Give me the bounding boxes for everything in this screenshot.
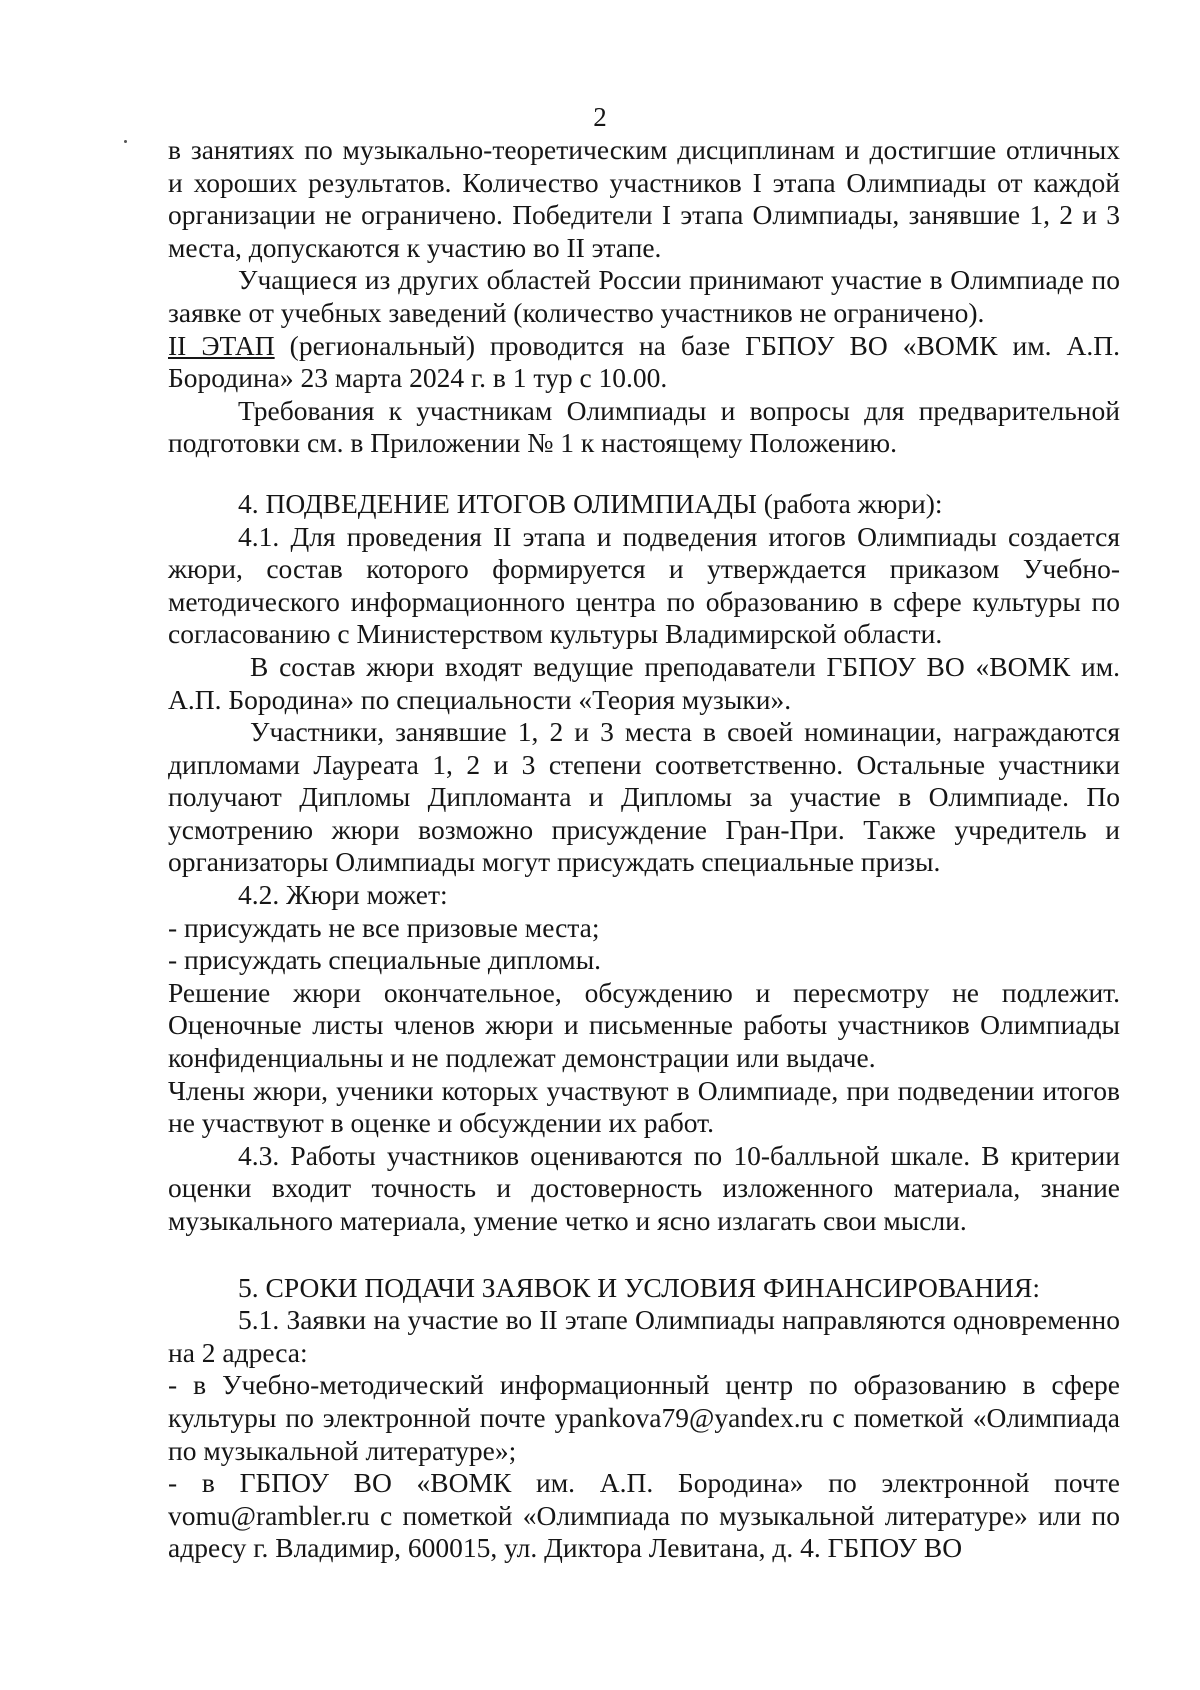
paragraph-jury-composition: В состав жюри входят ведущие преподаватели ГБПОУ ВО «ВОМК им. А.П. Бородина» по специальности «Теория музыки». [168, 650, 1120, 715]
paragraph-decision-final: Решение жюри окончательное, обсуждению и пересмотру не подлежит. Оценочные листы членов жюри и письменные работы участников Олимпиады конфиденциальны и не подлежат демонстрации или выдаче. [168, 976, 1120, 1074]
section-5-heading: 5. СРОКИ ПОДАЧИ ЗАЯВОК И УСЛОВИЯ ФИНАНСИРОВАНИЯ: [238, 1271, 1041, 1303]
paragraph-stage1-participants: в занятиях по музыкально-теоретическим дисциплинам и достигшие отличных и хороших результатов. Количество участников I этапа Олимпиады от каждой организации не ограничено. Победители I этапа Олимпиады, занявшие 1, 2 и 3 места, допускаются к участию во II этапе. [168, 134, 1120, 263]
stage2-text: (региональный) проводится на базе ГБПОУ ВО «ВОМК им. А.П. Бородина» 23 марта 2024 г. в 1 тур с 10.00. [168, 329, 1120, 394]
paragraph-stage2 [168, 330, 1120, 395]
paragraph-5-1: 5.1. Заявки на участие во II этапе Олимпиады направляются одновременно на 2 адреса: [168, 1304, 1120, 1368]
list-item-prize-places: - присуждать не все призовые места; [168, 911, 600, 943]
paragraph-other-regions: Учащиеся из других областей России принимают участие в Олимпиаде по заявке от учебных заведений (количество участников не ограничено). [168, 264, 1120, 328]
paragraph-requirements: Требования к участникам Олимпиады и вопросы для предварительной подготовки см. в Приложении № 1 к настоящему Положению. [168, 394, 1120, 459]
paragraph-4-1: 4.1. Для проведения II этапа и подведения итогов Олимпиады создается жюри, состав которого формируется и утверждается приказом Учебно-методического информационного центра по образованию в сфере культуры по согласованию с Министерством культуры Владимирской области. [168, 520, 1120, 650]
stage2-label: II ЭТАП [168, 329, 275, 361]
page-number: 2 [593, 102, 607, 132]
section-4-heading: 4. ПОДВЕДЕНИЕ ИТОГОВ ОЛИМПИАДЫ (работа жюри): [238, 487, 943, 519]
paragraph-4-2: 4.2. Жюри может: [238, 879, 448, 911]
list-item-umic-email: - в Учебно-методический информационный центр по образованию в сфере культуры по электронной почте ypankova79@yandex.ru с пометкой «Олимпиада по музыкальной литературе»; [168, 1369, 1120, 1466]
list-item-vomk-email: - в ГБПОУ ВО «ВОМК им. А.П. Бородина» по электронной почте vomu@rambler.ru с пометкой «Олимпиада по музыкальной литературе» или по адресу г. Владимир, 600015, ул. Диктора Левитана, д. 4. ГБПОУ ВО [168, 1467, 1120, 1564]
page-content [168, 134, 1120, 1565]
paragraph-awards: Участники, занявшие 1, 2 и 3 места в своей номинации, награждаются дипломами Лауреата 1, 2 и 3 степени соответственно. Остальные участники получают Дипломы Дипломанта и Дипломы за участие в Олимпиаде. По усмотрению жюри возможно присуждение Гран-При. Также учредитель и организаторы Олимпиады могут присуждать специальные призы. [168, 716, 1120, 878]
scan-artifact-dot [124, 140, 127, 143]
paragraph-jury-members: Члены жюри, ученики которых участвуют в Олимпиаде, при подведении итогов не участвуют в оценке и обсуждении их работ. [168, 1074, 1120, 1139]
list-item-special-diplomas: - присуждать специальные дипломы. [168, 944, 602, 976]
paragraph-4-3: 4.3. Работы участников оцениваются по 10-балльной шкале. В критерии оценки входит точность и достоверность изложенного материала, знание музыкального материала, умение четко и ясно излагать свои мысли. [168, 1139, 1120, 1236]
